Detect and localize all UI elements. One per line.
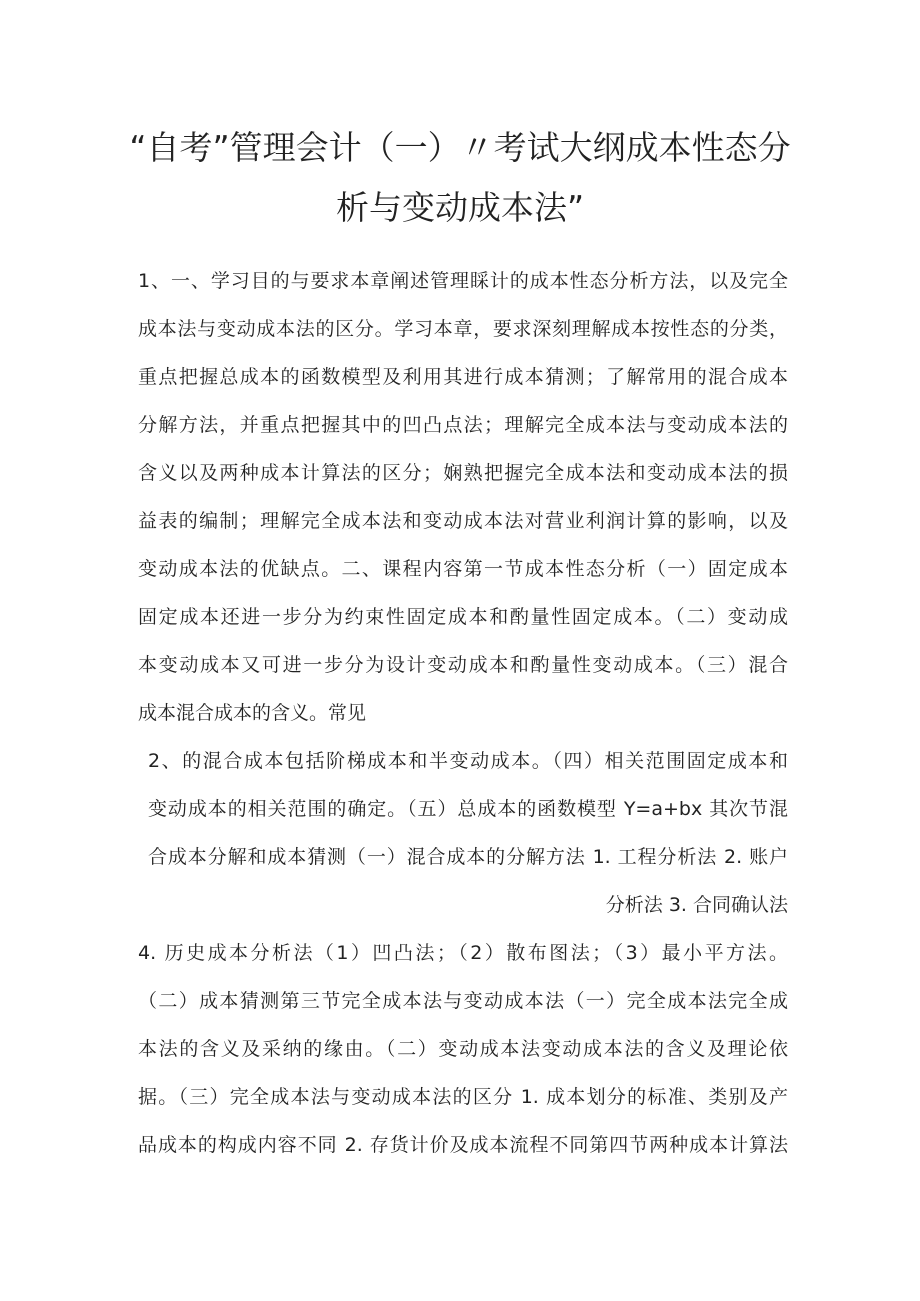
- text-line: （二）成本猜测第三节完全成本法与变动成本法（一）完全成本法完全成: [138, 990, 788, 1012]
- text-line: 据。（三）完全成本法与变动成本法的区分 1. 成本划分的标准、类别及产: [138, 1086, 788, 1108]
- text-line: 品成本的构成内容不同 2. 存货计价及成本流程不同第四节两种成本计算法: [138, 1134, 788, 1156]
- text-line: 本法的含义及采纳的缘由。（二）变动成本法变动成本法的含义及理论依: [138, 1038, 788, 1060]
- text-line: 含义以及两种成本计算法的区分；娴熟把握完全成本法和变动成本法的损: [138, 462, 788, 484]
- page-title: [90, 118, 830, 238]
- text-line: 固定成本还进一步分为约束性固定成本和酌量性固定成本。（二）变动成: [138, 606, 788, 628]
- text-line: 本变动成本又可进一步分为设计变动成本和酌量性变动成本。（三）混合: [138, 654, 788, 676]
- text-line: 变动成本法的优缺点。二、课程内容第一节成本性态分析（一）固定成本: [138, 558, 788, 580]
- text-line: 分解方法，并重点把握其中的凹凸点法；理解完全成本法与变动成本法的: [138, 414, 788, 436]
- title-line-2: 析与变动成本法”: [335, 188, 585, 227]
- text-line: 合成本分解和成本猜测（一）混合成本的分解方法 1. 工程分析法 2. 账户: [148, 846, 788, 868]
- text-line: 4. 历史成本分析法（1）凹凸法；（2）散布图法；（3）最小平方法。: [138, 942, 788, 964]
- text-line: 重点把握总成本的函数模型及利用其进行成本猜测；了解常用的混合成本: [138, 366, 788, 388]
- text-line: 益表的编制；理解完全成本法和变动成本法对营业利润计算的影响，以及: [138, 510, 788, 532]
- text-line: 成本法与变动成本法的区分。学习本章，要求深刻理解成本按性态的分类，: [138, 318, 788, 340]
- text-line: 变动成本的相关范围的确定。（五）总成本的函数模型 Y=a+bx 其次节混: [148, 798, 788, 820]
- text-line: 2、的混合成本包括阶梯成本和半变动成本。（四）相关范围固定成本和: [148, 750, 788, 772]
- text-line: 成本混合成本的含义。常见: [138, 702, 367, 724]
- text-line: 分析法 3. 合同确认法: [605, 894, 788, 916]
- text-line: 1、一、学习目的与要求本章阐述管理睬计的成本性态分析方法，以及完全: [138, 270, 788, 292]
- title-line-1: “自考”管理会计（一）〃考试大纲成本性态分: [129, 128, 791, 167]
